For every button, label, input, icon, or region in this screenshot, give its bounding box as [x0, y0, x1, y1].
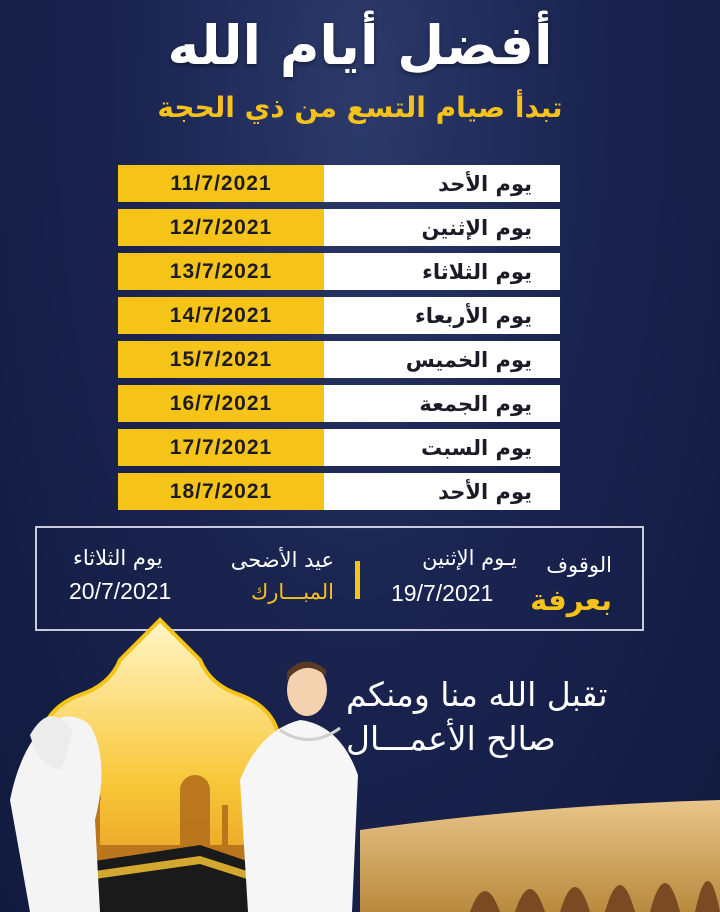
schedule-day: يوم الأحد	[324, 473, 560, 510]
schedule-row	[118, 297, 560, 334]
blessing-line-2: صالح الأعمـــال	[346, 719, 556, 758]
schedule-date: 12/7/2021	[118, 209, 324, 246]
schedule-date: 16/7/2021	[118, 385, 324, 422]
arafah-day: يـوم الإثنين	[422, 546, 517, 570]
schedule-date: 18/7/2021	[118, 473, 324, 510]
blessing-line-1: تقبل الله منا ومنكم	[346, 675, 608, 714]
eid-day: يوم الثلاثاء	[73, 546, 163, 570]
schedule-day: يوم السبت	[324, 429, 560, 466]
poster-title: أفضل أيام الله	[167, 14, 553, 77]
woman-pilgrim-icon	[10, 716, 101, 912]
schedule-day: يوم الخميس	[324, 341, 560, 378]
fasting-schedule-table	[118, 165, 560, 517]
schedule-day: يوم الأربعاء	[324, 297, 560, 334]
schedule-row	[118, 209, 560, 246]
poster-subtitle: تبدأ صيام التسع من ذي الحجة	[157, 91, 563, 124]
schedule-row	[118, 473, 560, 510]
schedule-row	[118, 385, 560, 422]
schedule-day: يوم الجمعة	[324, 385, 560, 422]
schedule-row	[118, 341, 560, 378]
arafah-label-top: الوقوف	[546, 553, 612, 577]
blessing-text	[346, 673, 646, 761]
schedule-day: يوم الأحد	[324, 165, 560, 202]
eid-label-top: عيد الأضحى	[230, 548, 334, 572]
eid-label-bottom: المبـــارك	[250, 580, 334, 604]
schedule-row	[118, 253, 560, 290]
schedule-date: 15/7/2021	[118, 341, 324, 378]
schedule-date: 14/7/2021	[118, 297, 324, 334]
schedule-row	[118, 165, 560, 202]
schedule-day: يوم الثلاثاء	[324, 253, 560, 290]
eid-date: 20/7/2021	[69, 578, 172, 604]
man-pilgrim-icon	[240, 661, 358, 912]
schedule-date: 13/7/2021	[118, 253, 324, 290]
schedule-date: 17/7/2021	[118, 429, 324, 466]
arafah-date: 19/7/2021	[391, 580, 494, 606]
schedule-day: يوم الإثنين	[324, 209, 560, 246]
schedule-date: 11/7/2021	[118, 165, 324, 202]
divider-bar	[355, 561, 360, 599]
arafah-label-bottom: بعرفة	[530, 583, 612, 617]
schedule-row	[118, 429, 560, 466]
